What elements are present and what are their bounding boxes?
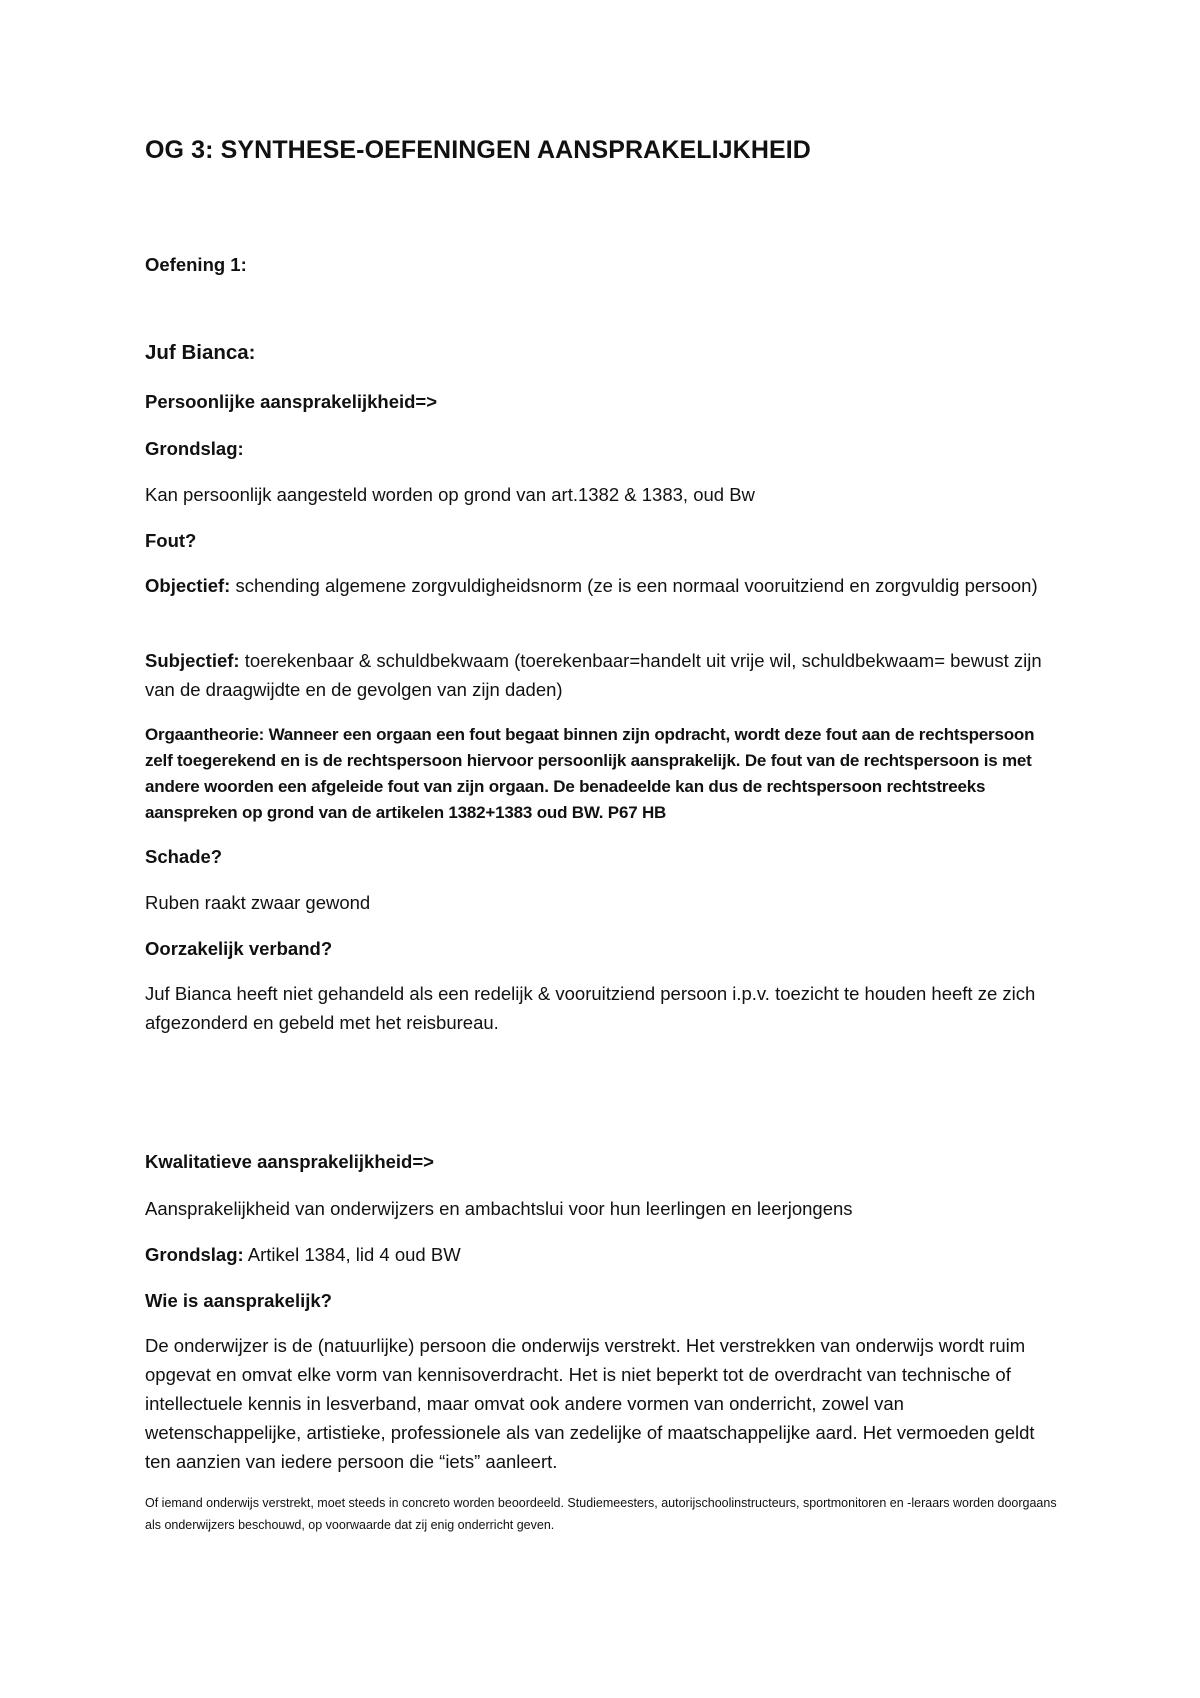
subjectief-label: Subjectief: (145, 650, 240, 671)
schade-text: Ruben raakt zwaar gewond (145, 892, 371, 913)
fout-label: Fout? (145, 530, 197, 551)
orgaantheorie-paragraph: Orgaantheorie: Wanneer een orgaan een fout begaat binnen zijn opdracht, wordt deze fout aan de rechtspersoon zelf toegerekend en is de rechtspersoon hiervoor persoonlijk aansprakelijk. De fout van de rechtspersoon is met andere woorden een afgeleide fout van zijn orgaan. De benadeelde kan dus de rechtspersoon rechtstreeks aanspreken op grond van de artikelen 1382+1383 oud BW. P67 HB (145, 725, 1035, 822)
wie-label: Wie is aansprakelijk? (145, 1290, 332, 1311)
verband-label: Oorzakelijk verband? (145, 938, 333, 959)
exercise-label: Oefening 1: (145, 254, 247, 275)
footnote-paragraph: Of iemand onderwijs verstrekt, moet steeds in concreto worden beoordeeld. Studiemeesters, autorijschoolinstructeurs, sportmonitoren en -leraars worden doorgaans als onderwijzers beschouwd, op voorwaarde dat zij enig onderricht geven. (145, 1496, 1057, 1532)
schade-label: Schade? (145, 846, 223, 867)
qualitative-liability-heading: Kwalitatieve aansprakelijkheid=> (145, 1151, 434, 1172)
qualitative-subtitle: Aansprakelijkheid van onderwijzers en ambachtslui voor hun leerlingen en leerjongens (145, 1198, 853, 1219)
grondslag-label: Grondslag: (145, 438, 244, 459)
subjectief-paragraph (145, 646, 1075, 704)
objectief-label: Objectief: (145, 575, 231, 596)
page-title: OG 3: SYNTHESE-OEFENINGEN AANSPRAKELIJKHEID (145, 136, 811, 164)
section-heading: Juf Bianca: (145, 341, 256, 364)
wie-paragraph: De onderwijzer is de (natuurlijke) persoon die onderwijs verstrekt. Het verstrekken van onderwijs wordt ruim opgevat en omvat elke vorm van kennisoverdracht. Het is niet beperkt tot de overdracht van technische of intellectuele kennis in lesverband, maar omvat ook andere vormen van onderricht, zowel van wetenschappelijke, artistieke, professionele als van zedelijke of maatschappelijke aard. Het vermoeden geldt ten aanzien van iedere persoon die “iets” aanleert. (145, 1335, 1035, 1472)
qualitative-grondslag-label: Grondslag: (145, 1244, 244, 1265)
qualitative-grondslag (145, 1240, 461, 1269)
qualitative-grondslag-text: Artikel 1384, lid 4 oud BW (243, 1244, 461, 1265)
verband-text: Juf Bianca heeft niet gehandeld als een redelijk & vooruitziend persoon i.p.v. toezicht te houden heeft ze zich afgezonderd en gebeld met het reisbureau. (145, 983, 1036, 1033)
personal-liability-heading: Persoonlijke aansprakelijkheid=> (145, 391, 438, 412)
objectief-text: schending algemene zorgvuldigheidsnorm (ze is een normaal vooruitziend en zorgvuldig persoon) (230, 575, 1038, 596)
grondslag-text: Kan persoonlijk aangesteld worden op grond van art.1382 & 1383, oud Bw (145, 484, 755, 505)
objectief-paragraph (145, 571, 1075, 600)
subjectief-text: toerekenbaar & schuldbekwaam (toerekenbaar=handelt uit vrije wil, schuldbekwaam= bewust zijn van de draagwijdte en de gevolgen van zijn daden) (145, 650, 1042, 700)
